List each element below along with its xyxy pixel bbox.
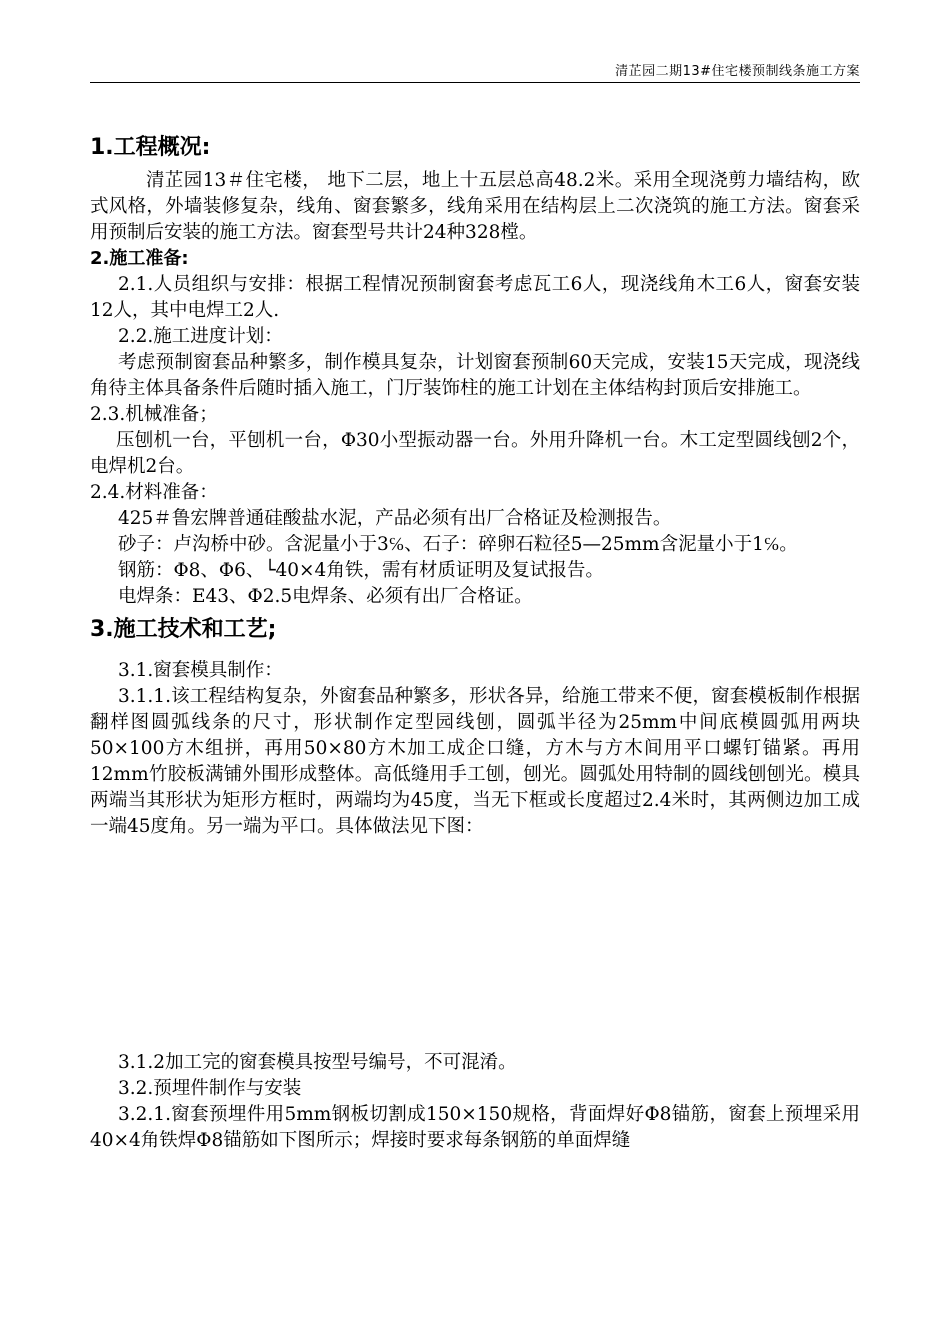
subsection-title: 2.3.机械准备； (90, 404, 218, 425)
paragraph: 压刨机一台，平刨机一台，Φ30小型振动器一台。外用升降机一台。木工定型圆线刨2个，电焊机2台。 (90, 430, 860, 477)
paragraph: 考虑预制窗套品种繁多，制作模具复杂，计划窗套预制60天完成，安装15天完成，现浇线角待主体具备条件后随时插入施工，门厅装饰柱的施工计划在主体结构封顶后安排施工。 (90, 352, 860, 399)
section-2-heading: 2.施工准备: (90, 248, 189, 269)
paragraph: 2.1.人员组织与安排：根据工程情况预制窗套考虑瓦工6人，现浇线角木工6人，窗套安装12人，其中电焊工2人. (90, 274, 860, 321)
paragraph: 钢筋：Φ8、Φ6、└40×4角铁，需有材质证明及复试报告。 (118, 560, 604, 581)
section-3-heading: 3.施工技术和工艺; (90, 617, 277, 642)
document-body (90, 132, 860, 1154)
paragraph: 3.1.2加工完的窗套模具按型号编号，不可混淆。 (118, 1052, 517, 1073)
paragraph: 3.1.1.该工程结构复杂，外窗套品种繁多，形状各异，给施工带来不便，窗套模板制作根据翻样图圆弧线条的尺寸，形状制作定型园线刨，圆弧半径为25mm中间底模圆弧用两块50×100方木组拼，再用50×80方木加工成企口缝，方木与方木间用平口螺钉锚紧。再用12mm竹胶板满铺外围形成整体。高低缝用手工刨，刨光。圆弧处用特制的圆线刨刨光。模具两端当其形状为矩形方框时，两端均为45度，当无下框或长度超过2.4米时，其两侧边加工成一端45度角。另一端为平口。具体做法见下图： (90, 686, 860, 837)
subsection-title: 2.2.施工进度计划： (118, 326, 283, 347)
section-1-heading: 1.工程概况: (90, 135, 211, 160)
paragraph: 3.2.1.窗套预埋件用5mm钢板切割成150×150规格，背面焊好Φ8锚筋，窗套上预埋采用40×4角铁焊Φ8锚筋如下图所示；焊接时要求每条钢筋的单面焊缝 (90, 1104, 860, 1151)
subsection-title: 3.1.窗套模具制作： (118, 660, 283, 681)
paragraph: 425＃鲁宏牌普通硅酸盐水泥，产品必须有出厂合格证及检测报告。 (118, 508, 672, 529)
subsection-title: 2.4.材料准备： (90, 482, 218, 503)
header-rule (90, 82, 860, 83)
subsection-title: 3.2.预埋件制作与安装 (118, 1078, 302, 1099)
paragraph: 电焊条：E43、Φ2.5电焊条、必须有出厂合格证。 (118, 586, 533, 607)
running-header: 清芷园二期13#住宅楼预制线条施工方案 (615, 64, 860, 79)
figure-placeholder (90, 840, 860, 1050)
paragraph: 砂子：卢沟桥中砂。含泥量小于3℅、石子：碎卵石粒径5—25mm含泥量小于1℅。 (118, 534, 798, 555)
paragraph: 清芷园13＃住宅楼， 地下二层，地上十五层总高48.2米。采用全现浇剪力墙结构，欧式风格，外墙装修复杂，线角、窗套繁多，线角采用在结构层上二次浇筑的施工方法。窗套采用预制后安装的施工方法。窗套型号共计24种328樘。 (90, 170, 860, 243)
